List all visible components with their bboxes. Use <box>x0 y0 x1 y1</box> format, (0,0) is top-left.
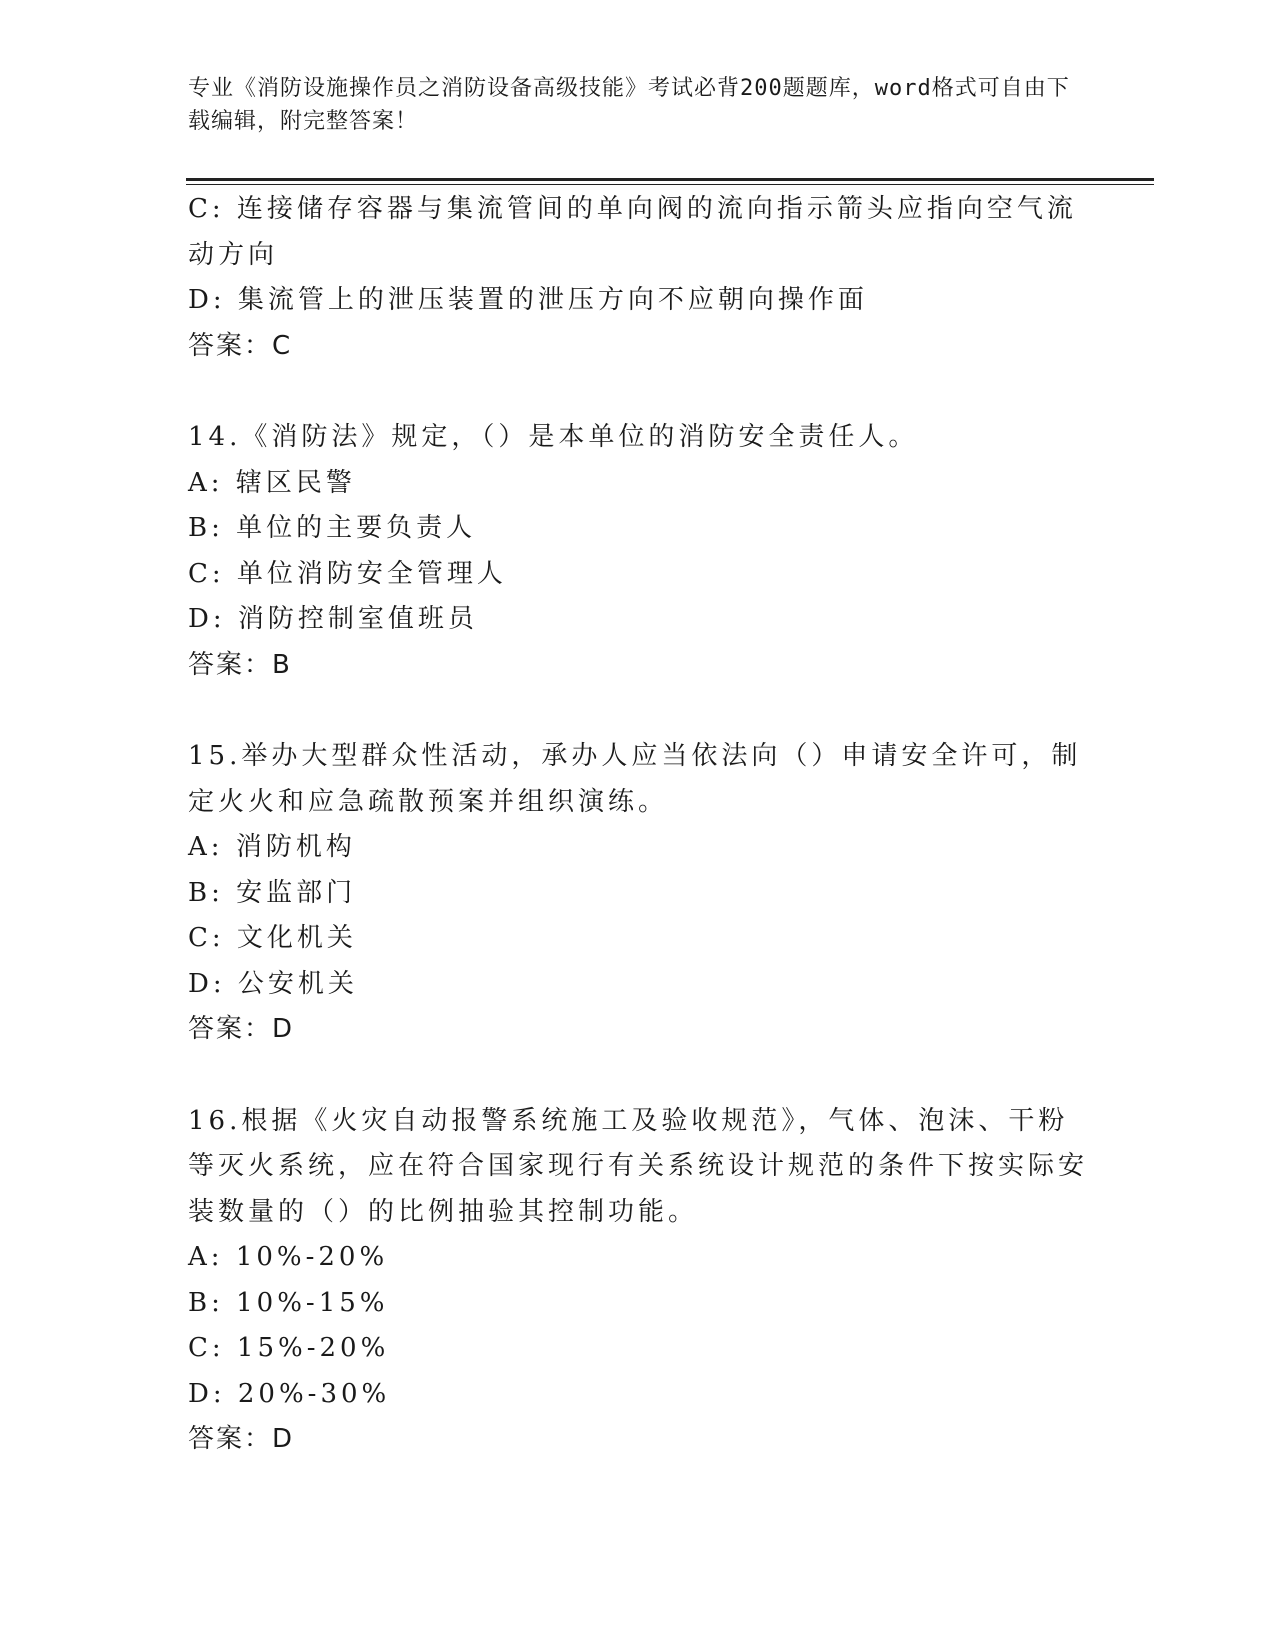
option-d <box>188 278 1088 324</box>
option-text: 单位消防安全管理人 <box>236 558 507 589</box>
option-text: 20%-30% <box>237 1378 391 1409</box>
header-divider-thick <box>186 178 1154 181</box>
question-text: 《消防法》规定，（）是本单位的消防安全责任人。 <box>241 422 919 452</box>
option-c <box>188 187 1088 278</box>
question-list <box>188 187 1088 1463</box>
option-a <box>188 461 1088 507</box>
option-text: 15%-20% <box>236 1333 390 1363</box>
option-label: C: <box>188 194 225 224</box>
option-b <box>188 1281 1088 1327</box>
option-label: D: <box>188 1378 226 1409</box>
option-c <box>188 1326 1088 1372</box>
spacer <box>188 1053 1088 1099</box>
answer: 答案：C <box>188 330 293 361</box>
spacer <box>188 369 1088 415</box>
option-label: B: <box>188 513 224 543</box>
option-text: 消防控制室值班员 <box>237 604 478 634</box>
header-divider-thin <box>186 184 1154 185</box>
option-b <box>188 871 1088 917</box>
option-text: 单位的主要负责人 <box>236 513 477 543</box>
option-text: 连接储存容器与集流管间的单向阀的流向指示箭头应指向空气流动方向 <box>188 194 1077 270</box>
option-text: 辖区民警 <box>235 467 356 498</box>
option-d <box>188 597 1088 643</box>
question-15 <box>188 734 1088 1053</box>
option-label: A: <box>188 832 224 862</box>
option-label: A: <box>188 467 224 498</box>
question-text: 举办大型群众性活动，承办人应当依法向（）申请安全许可，制定火火和应急疏散预案并组织演练。 <box>188 741 1082 817</box>
option-c <box>188 916 1088 962</box>
option-label: D: <box>188 285 226 315</box>
question-14 <box>188 415 1088 688</box>
option-a <box>188 825 1088 871</box>
spacer <box>188 688 1088 734</box>
option-text: 10%-20% <box>235 1242 389 1272</box>
question-text: 根据《火灾自动报警系统施工及验收规范》，气体、泡沫、干粉等灭火系统，应在符合国家现行有关系统设计规范的条件下按实际安装数量的（）的比例抽验其控制功能。 <box>188 1105 1089 1227</box>
question-number: 16. <box>188 1105 242 1136</box>
question-16 <box>188 1099 1088 1463</box>
option-d <box>188 1372 1088 1418</box>
option-text: 文化机关 <box>236 923 357 953</box>
option-text: 10%-15% <box>236 1287 389 1318</box>
option-b <box>188 506 1088 552</box>
question-stem <box>188 734 1088 825</box>
option-text: 公安机关 <box>237 968 358 999</box>
option-text: 消防机构 <box>235 832 356 862</box>
option-d <box>188 962 1088 1008</box>
option-label: A: <box>188 1242 224 1272</box>
document-header: 专业《消防设施操作员之消防设备高级技能》考试必背200题题库，word格式可自由下载编辑，附完整答案！ <box>188 76 1070 134</box>
option-c <box>188 552 1088 598</box>
option-label: C: <box>188 1333 225 1363</box>
answer: 答案：B <box>188 649 292 680</box>
option-label: D: <box>188 968 226 999</box>
option-label: B: <box>188 1287 224 1318</box>
question-number: 14. <box>188 422 242 452</box>
prev-question <box>188 187 1088 369</box>
question-stem <box>188 1099 1088 1236</box>
option-a <box>188 1235 1088 1281</box>
question-stem <box>188 415 1088 461</box>
option-label: C: <box>188 558 225 589</box>
option-text: 集流管上的泄压装置的泄压方向不应朝向操作面 <box>237 285 868 315</box>
option-label: B: <box>188 877 224 908</box>
option-label: C: <box>188 923 225 953</box>
question-number: 15. <box>188 741 242 771</box>
option-text: 安监部门 <box>236 877 357 908</box>
option-label: D: <box>188 604 226 634</box>
answer: 答案：D <box>188 1014 295 1044</box>
answer: 答案：D <box>188 1424 295 1454</box>
